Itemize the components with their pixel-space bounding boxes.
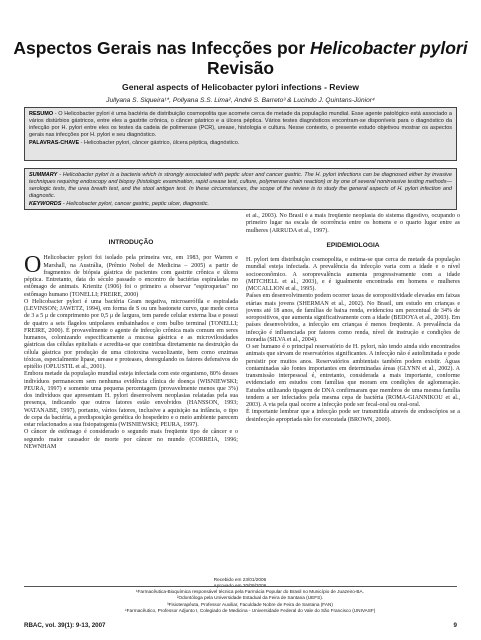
title-line1: Aspectos Gerais nas Infecções por bbox=[13, 38, 306, 58]
summary-box bbox=[24, 168, 457, 210]
journal-citation: RBAC, vol. 39(1): 9-13, 2007 bbox=[24, 622, 106, 629]
summary-text: - Helicobacter pylori is a bacteria which is strongly associated with peptic ulcer and cancer gastric. The H. pylori infections can be diagnosed either by invasive techniques requiring endoscopy and biopsy (histologic examination, rapid urease test, culture, polymerase chain reaction) or by one of several noninvasive testing methods—serologic tests, the urea breath test, and the stool antigen test. In these circumstances, the scope of the review is to study the general aspects of H. pylori infection and diagnostic. bbox=[29, 172, 452, 200]
footnotes bbox=[120, 589, 380, 615]
resumo-label: RESUMO bbox=[29, 111, 54, 117]
resumo-box bbox=[24, 107, 457, 161]
epi-paragraph-4: É importante lembrar que a infecção pode ser transmitida através de endoscópios se a desinfecção apropriada não for executada (BROWN, 2000). bbox=[246, 409, 460, 423]
title-organism: Helicobacter pylori bbox=[310, 38, 468, 58]
authors-line: Jullyana S. Siqueira¹*, Pollyana S.S. Lima², André S. Barreto³ & Lucindo J. Quintans-Júnior⁴ bbox=[106, 97, 375, 104]
palavras-chave-text: - Helicobacter pylori, câncer gástrico, úlcera péptica, diagnóstico. bbox=[79, 139, 240, 146]
article-title bbox=[0, 38, 481, 78]
resumo-text: - O Helicobacter pylori é uma bactéria de distribuição cosmopolita que acomete cerca de metade da população mundial. Esse agente patológico está associado a vários distúrbios gástricos, entre eles a gastrite crônica, o câncer gástrico e a úlcera péptica. Vários testes diagnósticos encontram-se disponíveis para o diagnóstico da infecção por H. pylori entre eles os testes da cadeia de polimerase (PCR), urease, histologia e cultura. Nesse contexto, o presente estudo objetivou mostrar os aspectos gerais nas infecções por H. pylori e seu diagnóstico. bbox=[29, 111, 452, 139]
intro-paragraph-1 bbox=[24, 252, 238, 299]
footnote-2: ²Odontóloga pela Universidade Estadual da Feira de Santana (UEFS). bbox=[176, 595, 324, 601]
footnote-4: ⁴Farmacêutico, Professor Adjunto I, Colegiado de Medicina - Universidade Federal do Vale do São Francisco (UNIVASF) bbox=[124, 608, 376, 614]
intro-paragraph-1-text: Helicobacter pylori foi isolado pela primeira vez, em 1983, por Warren e Marshall, na Austrália, (Prêmio Nobel de Medicina – 2005) a partir de fragmentos de biópsia gástrica de pacientes com gastrite crônica e úlcera péptica. Entretanto, data do século passado o encontro de bactérias espiraladas no estômago de animais. Krienitz (1906) foi o primeiro a observar "espiroquetas" no estômago humano (TONELLI; FREIRE, 2000) bbox=[24, 255, 238, 298]
footnote-3: ³Fisioterapêuta, Professor Auxiliar, Faculdade Nobre de Feira de Santana (FAN) bbox=[167, 601, 333, 607]
english-subtitle: General aspects of Helicobacter pylori infections - Review bbox=[122, 82, 359, 92]
page-footer bbox=[24, 622, 457, 632]
continued-paragraph: et al., 2003). No Brasil é a mais freqüente neoplasia do sistema digestivo, ocupando o primeiro lugar na escala de ocorrência entre os homens e o quarto lugar entre as mulheres (ARRUDA et al., 1997). bbox=[246, 213, 460, 234]
right-column bbox=[246, 213, 460, 563]
dates-block bbox=[140, 577, 340, 590]
title-line2: Revisão bbox=[206, 58, 275, 78]
intro-paragraph-4: O câncer de estômago é considerado o segundo mais freqüente tipo de câncer e o segundo maior causador de morte por câncer no mundo (CORREIA, 1996; NEWNHAM bbox=[24, 429, 238, 450]
palavras-chave-label: PALAVRAS-CHAVE bbox=[29, 139, 80, 146]
received-date: Recebido em 23/01/2006 bbox=[213, 577, 267, 582]
keywords-label: KEYWORDS bbox=[29, 200, 62, 207]
intro-paragraph-2: O Helicobacter pylori é uma bactéria Gram negativa, microaerófila e espiralada (LEVINSON; JAWETZ, 1994), em forma de S ou um bastonete curvo, que mede cerca de 3 a 5 μ de comprimento por 0,5 μ de largura, tem parede celular externa lisa e possui de quatro a seis flagelos unipolares embainhados e com bulbo terminal (TONELLI; FREIRE, 2000). É provavelmente o agente de infecção crônica mais comum em seres humanos, colonizando especificamente a mucosa gástrica e as microvilosidades gástricas das células epiteliais e acredita-se que contribua diretamente na destruição da célula gástrica por produção de uma citotoxina vacuolizante, bem como enzimas tóxicas, especialmente lipase, urease e proteases, desregulando os fatores defensivos do epitélio (OPLUSTIL et al., 2001). bbox=[24, 298, 238, 370]
epi-paragraph-1: H. pylori tem distribuição cosmopolita, e estima-se que cerca de metade da população mundial esteja infectada. A prevalência da infecção varia com a idade e o nível socioeconômico. A soroprevalência aumenta progressivamente com a idade (MITCHELL et al., 2003), e é igualmente encontrada em homens e mulheres (MCCALLION et al., 1995). bbox=[246, 257, 460, 292]
section-heading-introducao: INTRODUÇÃO bbox=[108, 239, 154, 246]
approved-date: Aprovado em 20/09/2006 bbox=[213, 583, 267, 589]
epi-paragraph-3: O ser humano é o principal reservatório de H. pylori, não tendo ainda sido encontrados animais que sirvam de reservatórios significantes. A infecção não é autolimitada e pode persistir por muitos anos. Reservatórios ambientais também podem existir. Águas contaminadas são fontes importantes em determinadas áreas (GLYNN et al., 2002). A transmissão interpessoal é, entretanto, considerada a mais importante, conforme evidenciado em estudos com famílias que moram em condições de aglomeração. Estudos utilizando tipagem de DNA confirmaram que membros de uma mesma família tendem a ser infectados pela mesma cepa de bactéria (ROMA-GIANNIKOU et al., 2003). A via pela qual ocorre a infecção pode ser fecal-oral ou oral-oral. bbox=[246, 344, 460, 408]
keywords-text: - Helicobacter pylori, cancer gastric, peptic ulcer, diagnostic. bbox=[61, 200, 210, 207]
footnote-divider bbox=[24, 586, 457, 587]
page-number: 9 bbox=[453, 622, 457, 629]
intro-paragraph-3: Embora metade da população mundial esteja infectada com este organismo, 80% desses indivíduos permanecem sem nenhuma evidência clínica de doença (WISNIEWSKI; PEURA, 1997) e somente uma pequena percentagem (provavelmente menos que 3%) dos indivíduos que apresentam H. pylori desenvolvem neoplasias relatadas pela sua presença, indicando que outros fatores estão envolvidos (HANSSON, 1993; WATANABE, 1997), portanto, vários fatores, inclusive a aquisição na infância, o tipo de cepa da bactéria, a predisposição genética do hospedeiro e o meio ambiente parecem estar relacionados a sua fisiopatogenia (WISNIEWSKI; PEURA, 1997). bbox=[24, 371, 238, 428]
left-column bbox=[24, 223, 238, 573]
summary-label: SUMMARY bbox=[29, 172, 58, 178]
footnote-1: ¹Farmacêutica-Bioquímica responsável técnica pela Farmácia Popular do Brasil no Município de Juazeiro-BA. bbox=[136, 589, 364, 594]
epi-paragraph-2: Países em desenvolvimento podem ocorrer taxas de soropositividade elevadas em faixas etárias mais jovens (SHERMAN et al., 2002). No Brasil, um estudo em crianças e jovens até 18 anos, de famílias de baixa renda, evidenciou um percentual de 34% de soropositivos, que aumenta significativamente com a idade (BEDOYA et al., 2003). Em países desenvolvidos, a infecção em crianças é menos freqüente. A prevalência da infecção é influenciada por fatores como renda, nível de instrução e condições de moradia (SILVA et al., 2004). bbox=[246, 293, 460, 343]
drop-cap: O bbox=[24, 252, 42, 279]
section-heading-epidemiologia: EPIDEMIOLOGIA bbox=[326, 241, 380, 249]
